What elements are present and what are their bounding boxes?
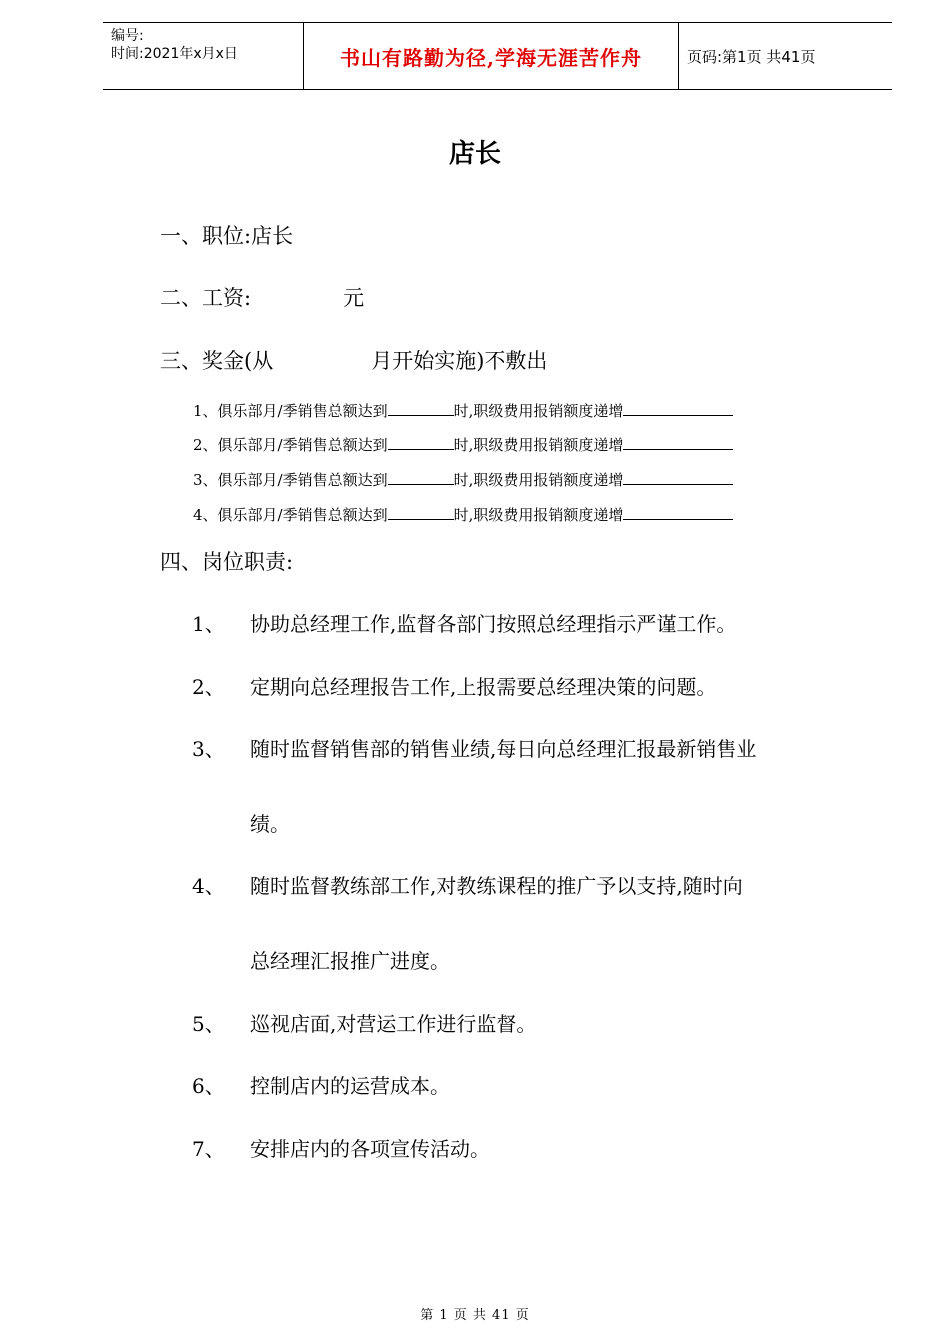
duty-text: 巡视店面,对营运工作进行监督。 [250, 1012, 537, 1036]
salary-label: 二、工资: [160, 286, 252, 310]
header-meta [103, 23, 303, 89]
bonus-rule-prefix: 1、俱乐部月/季销售总额达到 [193, 402, 388, 420]
bonus-rule [193, 502, 733, 525]
bonus-rule-mid: 时,职级费用报销额度递增 [453, 506, 624, 524]
duty-text: 随时监督教练部工作,对教练课程的推广予以支持,随时向 [250, 874, 743, 898]
duty-text-continued: 绩。 [250, 812, 290, 836]
amount-blank [388, 467, 454, 485]
bonus-rule-prefix: 4、俱乐部月/季销售总额达到 [193, 506, 388, 524]
duty-text-continued: 总经理汇报推广进度。 [250, 949, 450, 973]
bonus-rule-mid: 时,职级费用报销额度递增 [453, 436, 624, 454]
amount-blank [388, 502, 454, 520]
bonus-rule-prefix: 2、俱乐部月/季销售总额达到 [193, 436, 388, 454]
section-salary [160, 282, 364, 312]
amount-blank [388, 432, 454, 450]
document-number-label: 编号: [111, 28, 144, 44]
duty-number: 1、 [192, 612, 225, 636]
page-header [103, 22, 892, 90]
header-motto: 书山有路勤为径,学海无涯苦作舟 [303, 23, 679, 89]
increment-blank [623, 398, 733, 416]
duty-number: 7、 [192, 1137, 225, 1161]
duty-text: 定期向总经理报告工作,上报需要总经理决策的问题。 [250, 675, 717, 699]
bonus-rule-mid: 时,职级费用报销额度递增 [453, 402, 624, 420]
bonus-rule [193, 398, 733, 421]
salary-unit: 元 [343, 286, 365, 310]
section-position: 一、职位:店长 [160, 224, 294, 248]
bonus-rule [193, 432, 733, 455]
amount-blank [388, 398, 454, 416]
duty-number: 2、 [192, 675, 225, 699]
bonus-rule-mid: 时,职级费用报销额度递增 [453, 471, 624, 489]
duty-text: 安排店内的各项宣传活动。 [250, 1137, 490, 1161]
duty-number: 6、 [192, 1074, 225, 1098]
bonus-rule-prefix: 3、俱乐部月/季销售总额达到 [193, 471, 388, 489]
duty-number: 4、 [192, 874, 225, 898]
page-footer: 第 1 页 共 41 页 [420, 1308, 530, 1323]
document-time: 时间:2021年x月x日 [111, 46, 238, 62]
bonus-label-end: 月开始实施)不敷出 [371, 349, 548, 373]
duty-number: 5、 [192, 1012, 225, 1036]
page-title: 店长 [448, 139, 501, 169]
increment-blank [623, 502, 733, 520]
duty-number: 3、 [192, 737, 225, 761]
bonus-label-start: 三、奖金(从 [160, 349, 274, 373]
duty-text: 协助总经理工作,监督各部门按照总经理指示严谨工作。 [250, 612, 737, 636]
header-page-info: 页码:第1页 共41页 [687, 47, 816, 66]
increment-blank [623, 467, 733, 485]
increment-blank [623, 432, 733, 450]
bonus-rule [193, 467, 733, 490]
section-bonus [160, 345, 547, 375]
duty-text: 控制店内的运营成本。 [250, 1074, 450, 1098]
duty-text: 随时监督销售部的销售业绩,每日向总经理汇报最新销售业 [250, 737, 757, 761]
section-duties-heading: 四、岗位职责: [160, 550, 294, 574]
